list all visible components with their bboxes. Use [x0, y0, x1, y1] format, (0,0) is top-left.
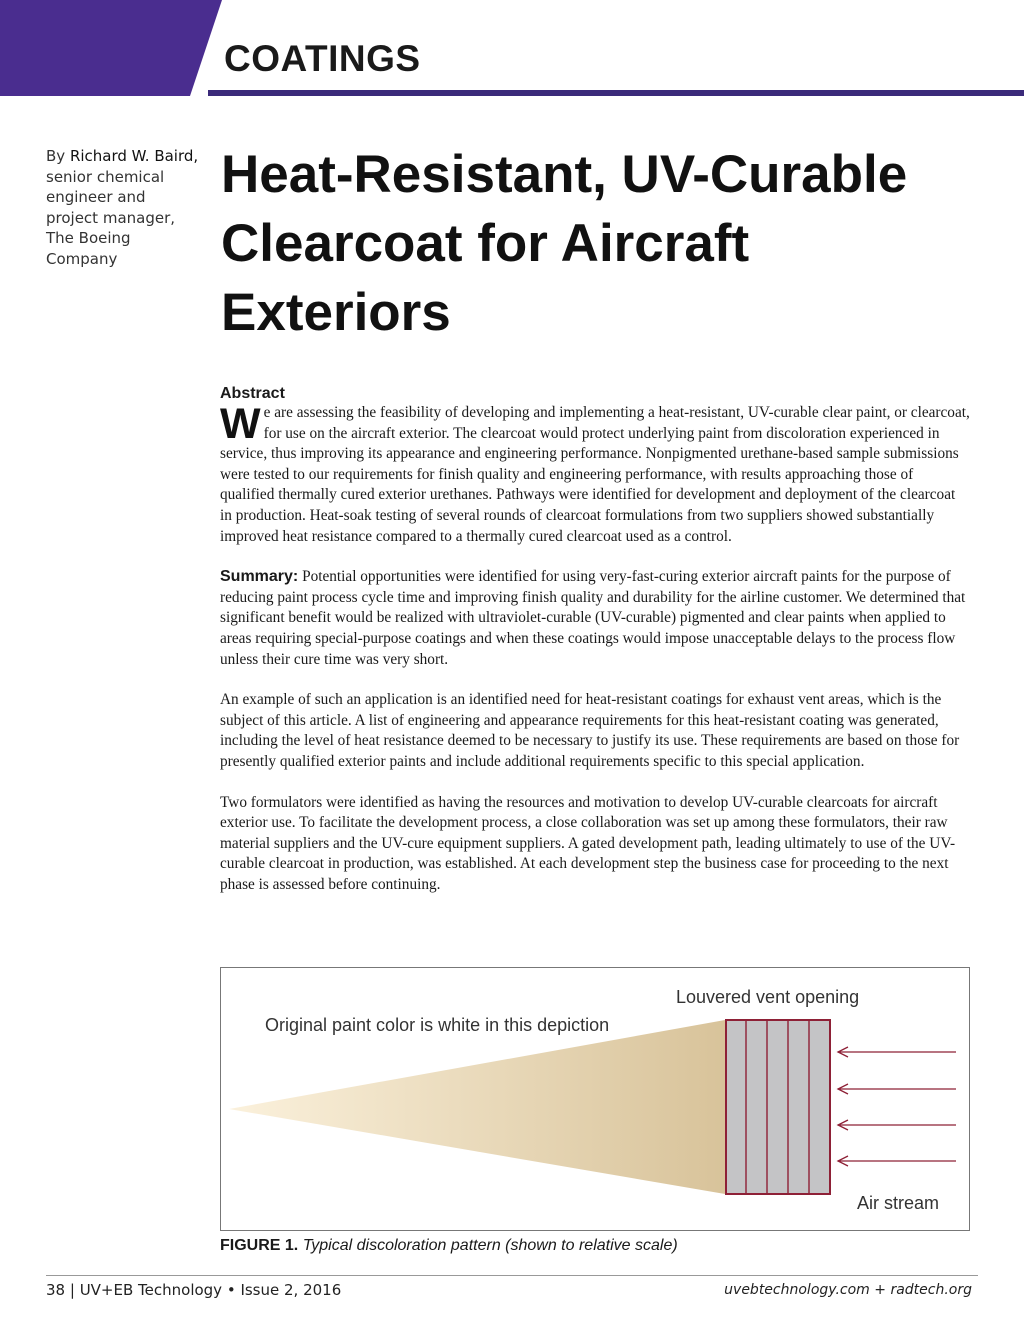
- article-body: [220, 384, 970, 915]
- louvered-vent: [726, 1020, 830, 1194]
- header-banner: [0, 0, 1024, 100]
- vent-opening-label: Louvered vent opening: [676, 987, 860, 1007]
- figure-caption: [220, 1237, 678, 1255]
- discoloration-wedge: [229, 1020, 725, 1194]
- air-stream-arrow: [838, 1084, 956, 1094]
- abstract-text: e are assessing the feasibility of developing and implementing a heat-resistant, UV-curable clear paint, or clearcoat, for use on the aircraft exterior. The clearcoat would protect underlying paint from discoloration experienced in service, thus improving its appearance and engineering performance. Nonpigmented urethane-based sample submissions were tested to our requirements for finish quality and engineering performance, with results approaching those of qualified thermally cured exterior urethanes. Pathways were identified for development and deployment of the clearcoat in production. Heat-soak testing of several rounds of clearcoat formulations from two suppliers showed substantially improved heat resistance compared to a thermally cured clearcoat used as a control.: [220, 404, 970, 545]
- page-number: 38: [46, 1281, 66, 1299]
- summary-label: Summary:: [220, 568, 299, 586]
- air-stream-arrow: [838, 1120, 956, 1130]
- byline-author: Richard W. Baird,: [69, 147, 199, 165]
- purple-corner-shape: [0, 0, 222, 96]
- footer-rule: [46, 1275, 978, 1276]
- byline-role-line: project manager,: [46, 208, 176, 227]
- header-rule: [208, 90, 1024, 96]
- byline-by: By: [46, 147, 66, 165]
- abstract-dropcap: W: [220, 400, 261, 448]
- article-title-line: Exteriors: [221, 283, 451, 342]
- article-title-line: Heat-Resistant, UV-Curable: [221, 145, 908, 204]
- air-stream-label: Air stream: [857, 1193, 940, 1213]
- figure-1: [220, 967, 970, 1231]
- byline-role-line: The Boeing: [46, 229, 131, 247]
- footer-websites: uvebtechnology.com + radtech.org: [724, 1282, 972, 1298]
- byline-role-line: engineer and: [46, 188, 146, 206]
- article-title: [221, 140, 1011, 347]
- air-stream-arrow: [838, 1047, 956, 1057]
- publication-name: UV+EB Technology • Issue 2, 2016: [79, 1281, 342, 1299]
- byline-role-line: senior chemical: [46, 167, 165, 186]
- abstract-heading: Abstract: [220, 385, 285, 402]
- body-paragraph-2: An example of such an application is an identified need for heat-resistant coatings for exhaust vent areas, which is the subject of this article. A list of engineering and appearance requirements for this heat-resistant coating was generated, including the level of heat resistance deemed to be necessary to justify its use. These requirements are based on those for presently qualified exterior paints and include additional requirements specific to this special application.: [220, 691, 960, 770]
- caption-text: Typical discoloration pattern (shown to relative scale): [302, 1237, 678, 1254]
- byline-author-line: [46, 146, 216, 167]
- paint-color-label: Original paint color is white in this depiction: [265, 1015, 610, 1035]
- summary-text: Potential opportunities were identified for using very-fast-curing exterior aircraft paints for the purpose of reducing paint process cycle time and improving finish quality and durability for the airline customer. We determined that significant benefit would be realized with ultraviolet-curable (UV-curable) pigmented and clear paints when applied to areas requiring special-purpose coatings and when these coatings would impose unacceptable delays to the process flow unless their cure time was very short.: [220, 568, 966, 668]
- byline-role-line: Company: [46, 249, 118, 268]
- air-stream-arrow: [838, 1156, 956, 1166]
- abstract-paragraph: [220, 400, 970, 547]
- summary-paragraph: [220, 567, 970, 670]
- body-paragraph-3: Two formulators were identified as having the resources and motivation to develop UV-curable clearcoats for aircraft exterior use. To facilitate the development process, a close collaboration was set up among these formulators, their raw material suppliers and the UV-cure equipment suppliers. A gated development path, leading ultimately to use of the UV-curable clearcoat in production, was established. At each development step the business case for proceeding to the next phase is assessed before continuing.: [220, 793, 956, 893]
- article-title-line: Clearcoat for Aircraft: [221, 214, 750, 273]
- byline: [46, 146, 216, 269]
- section-title: COATINGS: [224, 38, 421, 79]
- footer-publication: 38 | UV+EB Technology • Issue 2, 2016: [46, 1281, 342, 1299]
- caption-label: FIGURE 1.: [220, 1237, 299, 1254]
